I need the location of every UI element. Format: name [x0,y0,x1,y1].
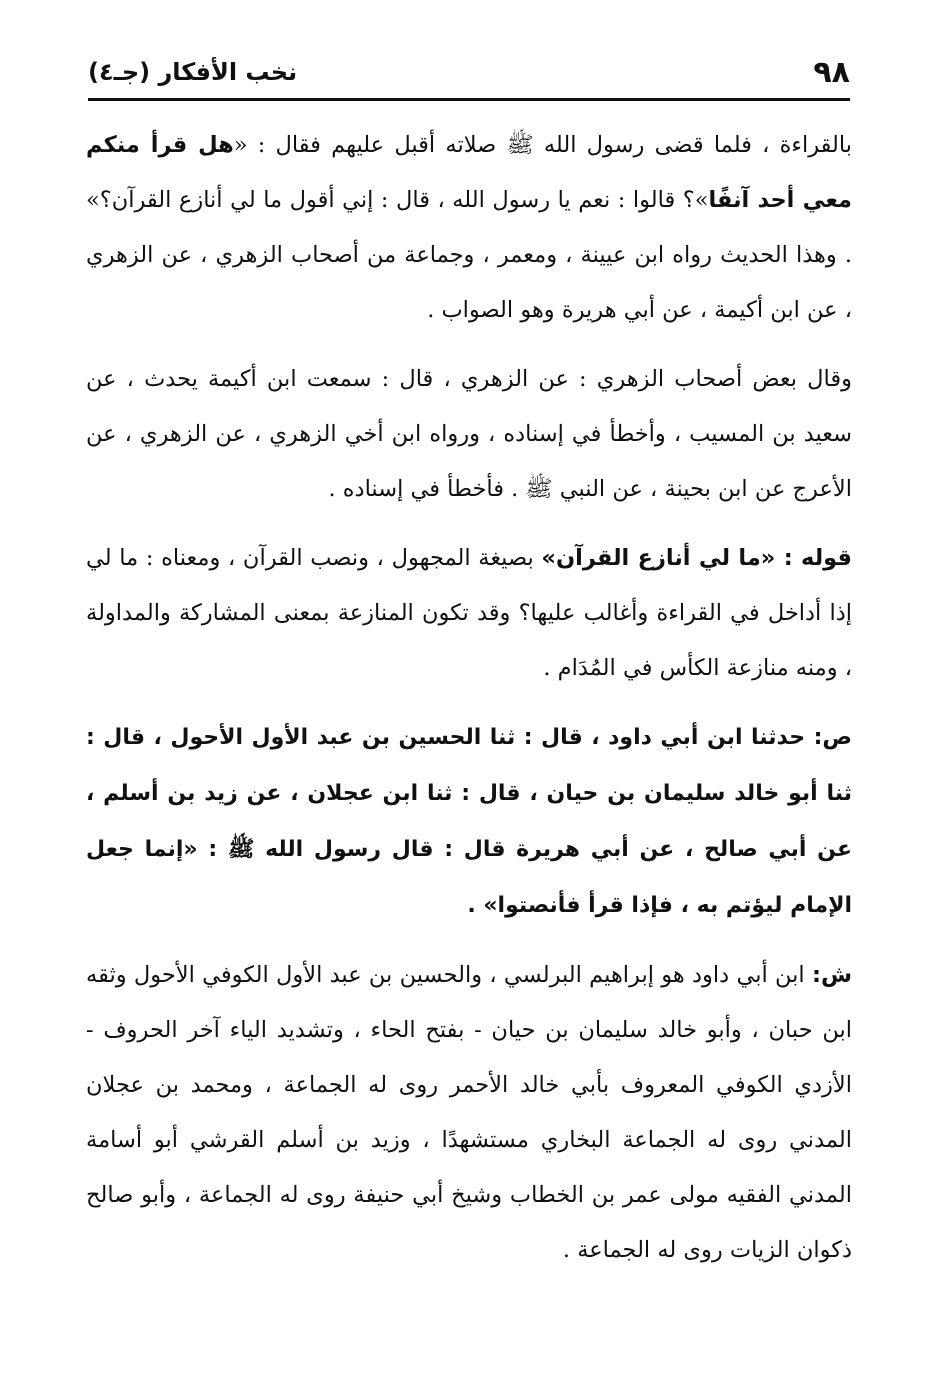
page-body [86,118,852,1286]
page-number: ٩٨ [813,54,850,90]
paragraph-text: بصيغة المجهول ، ونصب القرآن ، ومعناه : ما لي إذا أداخل في القراءة وأغالب عليها؟ وقد تكون المنازعة بمعنى المشاركة والمداولة ، ومنه منازعة الكأس في المُدَام . [86,545,852,681]
bold-lemma: قوله : «ما لي أنازع القرآن» [541,545,852,571]
running-title: نخب الأفكار (جـ٤) [88,58,298,86]
paragraph-text: ابن أبي داود هو إبراهيم البرلسي ، والحسين بن عبد الأول الكوفي الأحول وثقه ابن حبان ، وأبو خالد سليمان بن حيان - بفتح الحاء ، وتشديد الياء آخر الحروف - الأزدي الكوفي المعروف بأبي خالد الأحمر روى له الجماعة ، ومحمد بن عجلان المدني روى له الجماعة البخاري مستشهدًا ، وزيد بن أسلم القرشي أبو أسامة المدني الفقيه مولى عمر بن الخطاب وشيخ أبي حنيفة روى له الجماعة ، وأبو صالح ذكوان الزيات روى له الجماعة . [86,962,852,1263]
paragraph-lead-marker: ش: [811,962,852,988]
header-divider [88,98,850,101]
paragraph-text: بالقراءة ، فلما قضى رسول الله ﷺ صلاته أقبل عليهم فقال : « [233,132,852,158]
paragraph-text: »؟ قالوا : نعم يا رسول الله ، قال : إني أقول ما لي أنازع القرآن؟» . وهذا الحديث رواه ابن عيينة ، ومعمر ، وجماعة من أصحاب الزهري ، عن الزهري ، عن ابن أكيمة ، عن أبي هريرة وهو الصواب . [86,187,852,323]
paragraph-hadith-narration [86,118,852,338]
paragraph-sharh-shin [86,948,852,1278]
paragraph-text: ص: حدثنا ابن أبي داود ، قال : ثنا الحسين بن عبد الأول الأحول ، قال : ثنا أبو خالد سليمان بن حيان ، قال : ثنا ابن عجلان ، عن زيد بن أسلم ، عن أبي صالح ، عن أبي هريرة قال : قال رسول الله ﷺ : «إنما جعل الإمام ليؤتم به ، فإذا قرأ فأنصتوا» . [86,725,852,918]
page-header [88,50,850,94]
paragraph-isnad-note [86,352,852,517]
paragraph-text: وقال بعض أصحاب الزهري : عن الزهري ، قال : سمعت ابن أكيمة يحدث ، عن سعيد بن المسيب ، وأخطأ في إسناده ، ورواه ابن أخي الزهري ، عن الزهري ، عن الأعرج عن ابن بحينة ، عن النبي ﷺ . فأخطأ في إسناده . [86,366,852,502]
bold-hadith-quote: هل قرأ منكم معي أحد آنفًا [86,132,852,213]
paragraph-matn-sad [86,710,852,934]
paragraph-explanation [86,531,852,696]
